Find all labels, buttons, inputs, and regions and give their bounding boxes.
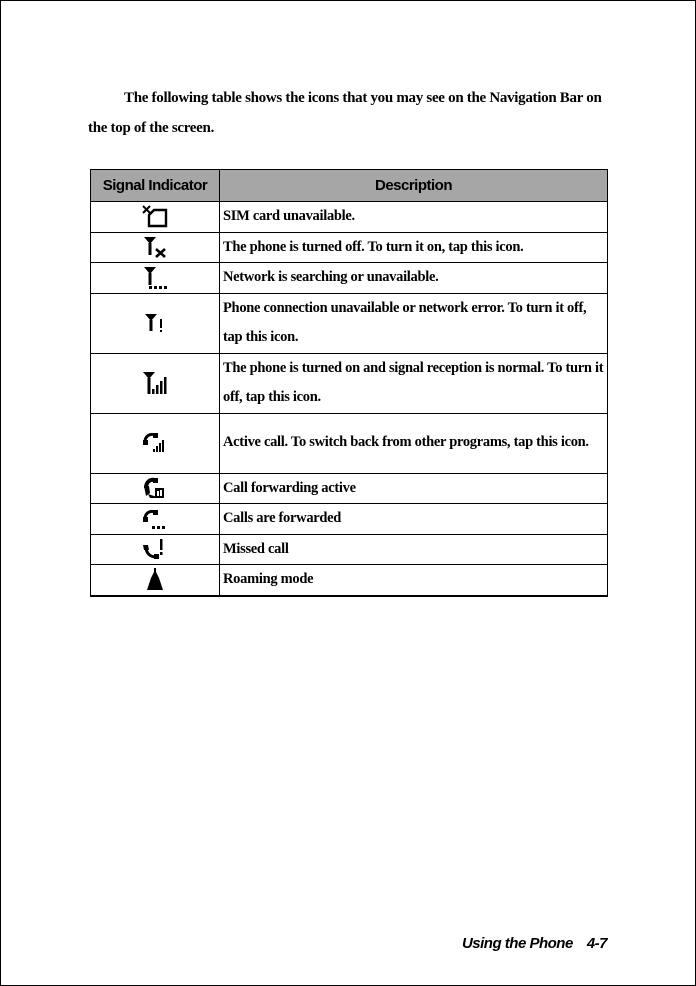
intro-paragraph	[88, 83, 608, 143]
table-row	[91, 232, 608, 263]
description-cell: Call forwarding active	[220, 473, 608, 504]
table-row	[91, 473, 608, 504]
roaming-mode-icon	[140, 568, 170, 592]
icon-cell	[91, 534, 220, 565]
description-cell: SIM card unavailable.	[220, 202, 608, 233]
network-searching-icon	[140, 266, 170, 290]
description-cell: Phone connection unavailable or network error. To turn it off, tap this icon.	[220, 293, 608, 353]
footer-section-title: Using the Phone	[461, 935, 573, 952]
icon-cell	[91, 504, 220, 535]
table-row	[91, 504, 608, 535]
description-cell: Roaming mode	[220, 565, 608, 596]
table-row	[91, 413, 608, 473]
description-cell: Calls are forwarded	[220, 504, 608, 535]
footer-page-number: 4-7	[586, 935, 607, 952]
icon-cell	[91, 353, 220, 413]
calls-forwarded-icon	[140, 507, 170, 531]
icon-cell	[91, 413, 220, 473]
table-header-row	[91, 170, 608, 202]
description-cell: The phone is turned off. To turn it on, tap this icon.	[220, 232, 608, 263]
signal-normal-icon	[140, 370, 170, 396]
missed-call-icon	[140, 537, 170, 561]
icon-cell	[91, 565, 220, 596]
active-call-icon	[140, 431, 170, 455]
table-row	[91, 263, 608, 294]
description-cell: Network is searching or unavailable.	[220, 263, 608, 294]
description-cell: Missed call	[220, 534, 608, 565]
description-cell: Active call. To switch back from other programs, tap this icon.	[220, 413, 608, 473]
icon-cell	[91, 473, 220, 504]
table-row	[91, 534, 608, 565]
table-row	[91, 202, 608, 233]
description-cell: The phone is turned on and signal reception is normal. To turn it off, tap this icon.	[220, 353, 608, 413]
icon-cell	[91, 263, 220, 294]
icon-cell	[91, 202, 220, 233]
header-description: Description	[220, 170, 608, 202]
intro-text: The following table shows the icons that you may see on the Navigation Bar on the top of the screen.	[88, 90, 602, 136]
sim-card-unavailable-icon	[140, 205, 170, 229]
header-signal-indicator: Signal Indicator	[91, 170, 220, 202]
table-row	[91, 565, 608, 596]
table-row	[91, 353, 608, 413]
call-forwarding-active-icon	[140, 476, 170, 500]
signal-indicator-table	[90, 169, 608, 596]
table-row	[91, 293, 608, 353]
icon-cell	[91, 293, 220, 353]
network-error-icon	[140, 311, 170, 335]
icon-cell	[91, 232, 220, 263]
page-footer	[462, 935, 607, 952]
phone-off-icon	[140, 235, 170, 259]
